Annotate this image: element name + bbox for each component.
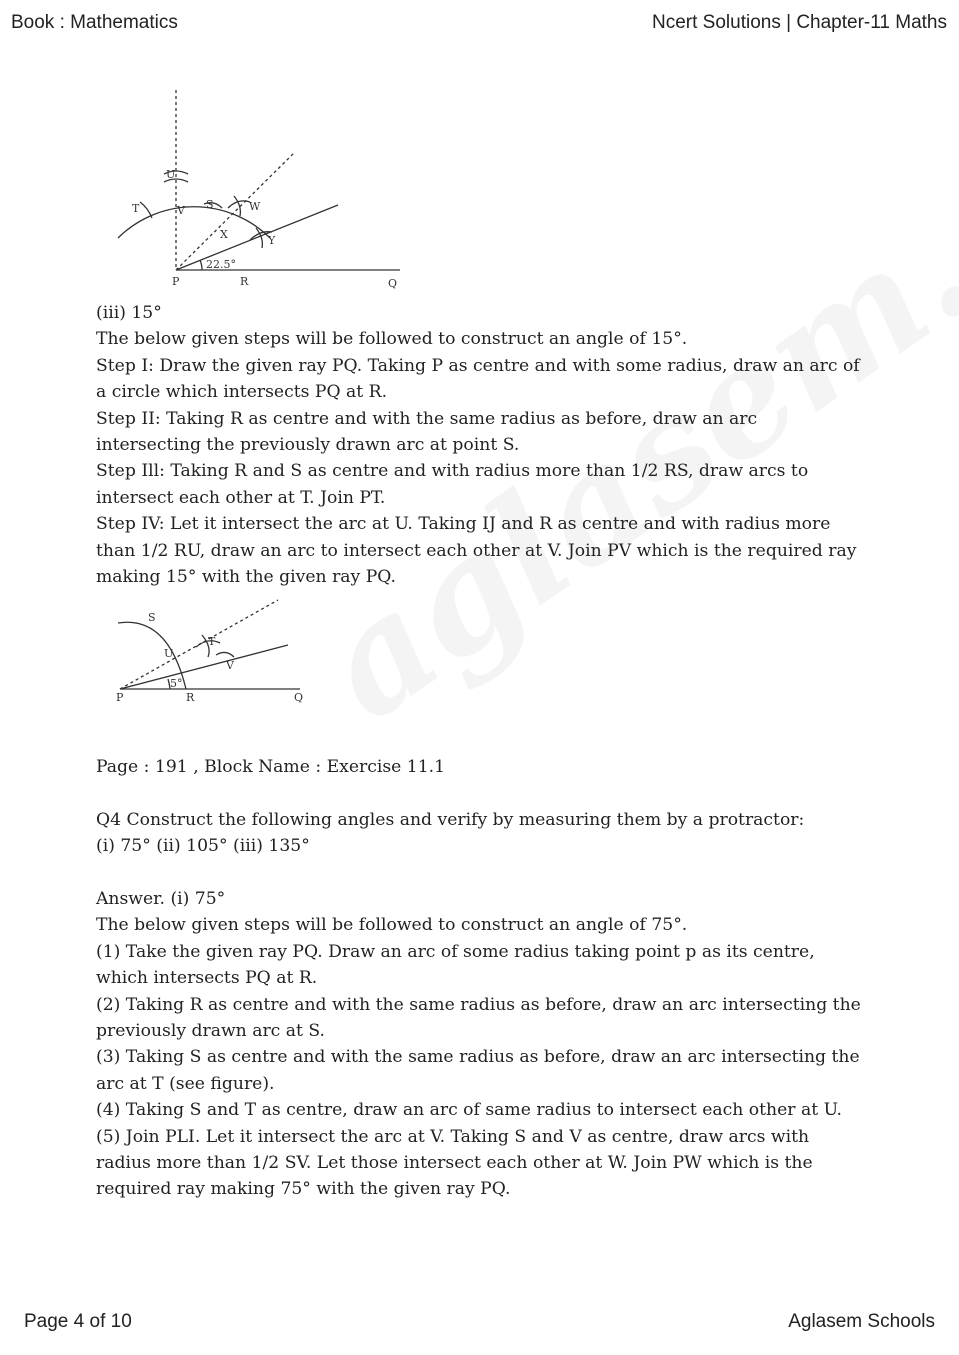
step-3: Step Ill: Taking R and S as centre and with radius more than 1/2 RS, draw arcs to intersect each other at T. Join PT. [96, 461, 809, 508]
label-u: U [166, 168, 176, 181]
label-x: X [220, 228, 228, 241]
label-p: P [172, 275, 180, 288]
label-r: R [186, 691, 195, 704]
step-2: Step II: Taking R as centre and with the same radius as before, draw an arc intersecting the previously drawn arc at point S. [96, 408, 758, 456]
footer-brand: Aglasem Schools [788, 1311, 935, 1332]
answer-step-4: (4) Taking S and T as centre, draw an arc of same radius to intersect each other at U. [96, 1100, 842, 1121]
q4-question: Q4 Construct the following angles and verify by measuring them by a protractor: [96, 809, 805, 830]
figure-15-construction [108, 595, 308, 705]
section-iii-intro: The below given steps will be followed to construct an angle of 15°. [96, 329, 688, 350]
answer-step-1: (1) Take the given ray PQ. Draw an arc of some radius taking point p as its centre, which intersects PQ at R. [96, 941, 815, 989]
section-iii [96, 300, 866, 590]
label-w: W [249, 200, 261, 213]
label-r: R [240, 275, 249, 288]
label-u: U [164, 647, 174, 660]
page-reference: Page : 191 , Block Name : Exercise 11.1 [96, 757, 446, 777]
arc-mark-v [216, 652, 234, 657]
figure-22-5-construction [110, 90, 410, 295]
label-p: P [116, 691, 124, 704]
answer-title: Answer. (i) 75° [96, 889, 226, 909]
section-iii-title: (iii) 15° [96, 303, 162, 323]
q4-parts: (i) 75° (ii) 105° (iii) 135° [96, 836, 310, 857]
label-q: Q [294, 691, 304, 704]
label-s: S [206, 198, 214, 211]
label-y: Y [268, 234, 276, 247]
step-4: Step IV: Let it intersect the arc at U. Taking IJ and R as centre and with radius more than 1/2 RU, draw an arc to intersect each other at V. Join PV which is the required ray making 15° with the given ray PQ. [96, 514, 857, 588]
exercise-block [96, 754, 866, 1203]
answer-step-3: (3) Taking S as centre and with the same radius as before, draw an arc intersecting the arc at T (see figure). [96, 1047, 860, 1094]
answer-intro: The below given steps will be followed to construct an angle of 75°. [96, 915, 688, 936]
answer-step-5: (5) Join PLI. Let it intersect the arc at V. Taking S and V as centre, draw arcs with radius more than 1/2 SV. Let those intersect each other at W. Join PW which is the required ray making 75° with the given ray PQ. [96, 1126, 813, 1200]
label-angle: 22.5° [206, 258, 236, 271]
label-angle: 5° [170, 677, 183, 690]
step-1: Step I: Draw the given ray PQ. Taking P as centre and with some radius, draw an arc of a circle which intersects PQ at R. [96, 355, 860, 403]
header-chapter: Ncert Solutions | Chapter-11 Maths [652, 12, 947, 33]
arc-mark-w2 [234, 196, 240, 216]
label-s: S [148, 611, 156, 624]
bisector-15-ray [120, 645, 288, 689]
label-v: V [177, 204, 185, 217]
label-q: Q [388, 277, 398, 290]
bisector-45-line [176, 152, 295, 270]
header-book: Book : Mathematics [11, 12, 178, 33]
footer-page-number: Page 4 of 10 [24, 1311, 132, 1332]
answer-step-2: (2) Taking R as centre and with the same radius as before, draw an arc intersecting the previously drawn arc at S. [96, 994, 861, 1042]
label-v: V [226, 659, 234, 672]
label-t: T [132, 202, 140, 215]
angle-mark [200, 260, 202, 270]
main-arc [118, 207, 270, 238]
label-t: T [208, 635, 216, 648]
